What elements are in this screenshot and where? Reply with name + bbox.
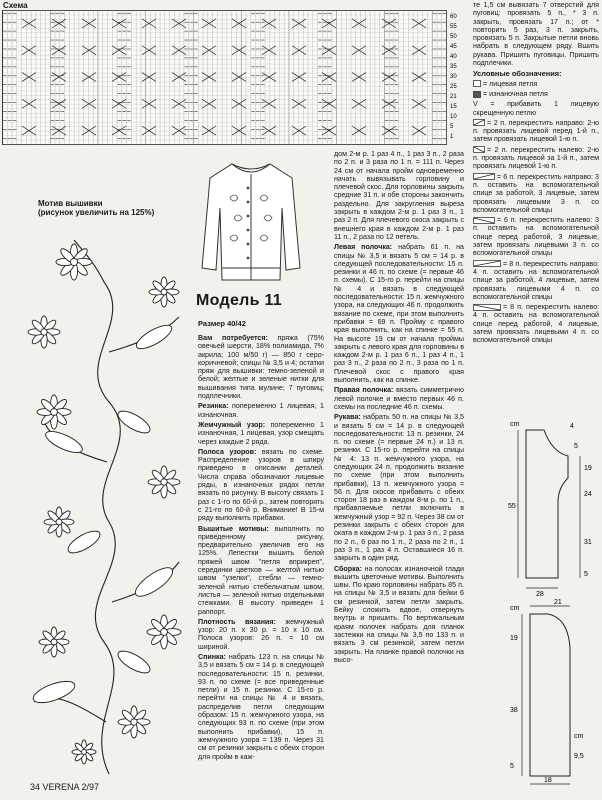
paragraph: Вам потребуется: пряжа (75% овечьей шерсти, 18% полиамида, 7% акрила; 100 м/50 г) — 850 г серо-коричневой; спицы № 3,5 и 4; остатки пряж для вышивки: темно-зеленой и белой; желтые и зеленые нитки для вышивания типа мулине; 7 пуговиц; подплечники.: [198, 334, 324, 401]
legend-symbol-icon: [473, 304, 501, 311]
legend-item: [473, 146, 599, 171]
paragraph: дом 2-м р. 1 раз 4 п., 1 раз 3 п., 2 раза по 2 п. и 3 раза по 1 п. = 111 п. Через 24 см от начала пройм одновременно начать вывязывать горловину и плечевой скос. Для горловины закрыть средние 31 п. и обе стороны закончить раздельно. Для закругления выреза закрыть в каждом 2-м р. 1 раз 3 п., 1 раз 2 п. Для плечевого скоса закрыть с внешнего края в каждом 2-м р. 1 раз 11 п., 2 раза по 12 петель.: [334, 150, 464, 241]
motif-label-line1: Мотив вышивки: [38, 199, 103, 208]
chart-row-number: 30: [450, 74, 457, 80]
model-size: Размер 40/42: [198, 319, 246, 328]
dim-4: 4: [570, 423, 574, 430]
knitting-chart: [2, 10, 467, 146]
legend-item: [473, 216, 599, 257]
legend-item-text: V = прибавить 1 лицевую скрещенную петлю: [473, 100, 599, 117]
chart-row-number: 25: [450, 84, 457, 90]
dim-28: 28: [536, 591, 544, 596]
chart-row-number: 1: [450, 134, 454, 140]
page-footer: 34 VERENA 2/97: [30, 782, 100, 792]
sleeve-dim-cm2: cm: [574, 733, 584, 740]
legend-symbol-icon: [473, 91, 481, 98]
sleeve-schematic: [508, 598, 600, 788]
legend-item: [473, 80, 599, 88]
legend-symbol-icon: [473, 146, 485, 153]
paragraph: Правая полочка: вязать симметрично левой полочке и вместо первых 46 п. схемы на последние 46 п. схемы.: [334, 386, 464, 411]
legend-item: [473, 119, 599, 144]
legend-symbol-icon: [473, 260, 501, 267]
legend-item-text: = 8 п. перекрестить налево: 4 п. оставить на вспомогательной спице перед работой, 4 лицевые, затем провязать лицевыми 4 п. со вспомогательной спицы: [473, 303, 599, 345]
legend-title: Условные обозначения:: [473, 69, 562, 79]
embroidery-motif-drawing: [14, 222, 194, 778]
paragraph: Спинка: набрать 123 п. на спицы № 3,5 и вязать 5 см = 14 р. в следующей последовательности: 15 п. резинки, 93 п. по схеме (= все приведенные петли) и 15 п. резинки. С 15-го р. перейти на спицы № 4 и вязать, распределив петли следующим образом: 15 п. жемчужного узора, на следующих 93 п. по схеме (при этом выполнить прибавки), 15 п. жемчужного узора = 139 п. Через 31 см от резинки закрыть с обеих сторон для пройм в каж-: [198, 652, 324, 761]
chart-row-number: 55: [450, 24, 457, 30]
legend-item-text: = 2 п. перекрестить направо: 2-ю п. провязать лицевой перед 1-й п., затем провязать лицевой 1-ю п.: [473, 118, 599, 144]
chart-row-number: 40: [450, 54, 457, 60]
legend-item-text: = лицевая петля: [483, 79, 538, 88]
dim-19: 19: [584, 465, 592, 472]
legend-symbol-icon: [473, 119, 485, 126]
legend-item-text: = 6 п. перекрестить направо: 3 п. оставить на вспомогательной спице за работой, 3 лицевые, затем провязать лицевыми 3 п. со вспомогательной спицы: [473, 172, 599, 214]
chart-row-number: 5: [450, 124, 454, 130]
legend-symbol-icon: [473, 80, 481, 87]
column-1-text: [198, 334, 324, 761]
legend-item: [473, 173, 599, 214]
legend-symbol-icon: [473, 173, 495, 180]
dim-31: 31: [584, 539, 592, 546]
legend-item-text: = 2 п. перекрестить налево: 2-ю п. провязать лицевой за 1-й п., затем провязать лицевой 1-ю п.: [473, 145, 599, 171]
dim-5: 5: [574, 443, 578, 450]
chart-row-number: 35: [450, 64, 457, 70]
sleeve-dim-38: 38: [510, 707, 518, 714]
motif-label-line2: (рисунок увеличить на 125%): [38, 208, 155, 217]
legend-item-text: = изнаночная петля: [483, 89, 548, 98]
paragraph: Полоса узоров: вязать по схеме. Распределение узоров в шпиру приведено в описании деталей. Числа справа обозначают лицевые ряды, в изнаночных рядах петли вязать по рисунку. В высоту связать 1 раз с 1-го по 60-й р., затем повторять с 21-го по 60-й р. Внимание! В 15-м ряду выполнить прибавки.: [198, 447, 324, 523]
dim-5b: 5: [584, 571, 588, 578]
legend-item: [473, 100, 599, 117]
legend-list: [473, 80, 599, 345]
chart-label: Схема: [3, 1, 28, 10]
paragraph: Левая полочка: набрать 61 п. на спицы № 3,5 и вязать 5 см = 14 р. в следующей последовательности: 15 п. резинки и 46 п. по схеме (= первые 46 п. схемы). С 15-го р. перейти на спицы № 4 и вязать в следующей последовательности: 15 п. жемчужного узора, на следующих 46 п. продолжить вязание по схеме, при этом выполнить прибавки = 69 п. Пройму с правого края выполнить, как на спинке = 55 п. На высоте 19 см от начала проймы закрыть с левого края для горловины в каждом 2-м р. 1 раз 6 п., 1 раз 4 п., 1 раз 3 п., 2 раза по 2 п., 3 раза по 1 п. Плечевой скос с правого края выполнить, как на спинке.: [334, 243, 465, 385]
chart-row-number: 10: [450, 114, 457, 120]
sleeve-dim-19: 19: [510, 635, 518, 642]
column-2-text: [334, 150, 464, 664]
paragraph: Резинка: попеременно 1 лицевая, 1 изнаночная.: [198, 402, 324, 419]
chart-row-number: 21: [450, 94, 457, 100]
dim-24: 24: [584, 491, 592, 498]
chart-row-number: 50: [450, 34, 457, 40]
paragraph: Плотность вязания: жемчужный узор: 20 п. х 30 р. = 10 х 10 см. Полоса узоров: 26 п. = 10 см шириной.: [198, 617, 324, 651]
legend-item: [473, 303, 599, 344]
chart-row-number: 15: [450, 104, 457, 110]
paragraph: Жемчужный узор: попеременно 1 изнаночная, 1 лицевая, узор смещать через каждые 2 ряда.: [198, 420, 324, 446]
motif-label: [38, 199, 154, 217]
dim-cm: cm: [510, 421, 520, 428]
sleeve-dim-9-5: 9,5: [574, 753, 584, 760]
dim-55: 55: [508, 503, 516, 510]
cardigan-sketch: [196, 158, 306, 288]
column-3-text: [473, 1, 599, 347]
paragraph: те 1,5 см вывязать 7 отверстий для пуговиц: провязать 5 п., * 3 п. закрыть, провязать 17 п.; от * повторить 5 раз, 3 п. закрыть, провязать 5 п. Закрытые петли вновь набрать в следующем ряду. Вшить рукава. Пришить пуговицы. Пришить подплечики.: [473, 1, 599, 68]
legend-item-text: = 6 п. перекрестить налево: 3 п. оставить на вспомогательной спице перед работой, 3 лицевые, затем провязать лицевыми 3 п. со вспомогательной спицы: [473, 216, 599, 258]
legend-item: [473, 90, 599, 98]
sleeve-dim-5: 5: [510, 763, 514, 770]
legend-item-text: = 8 п. перекрестить направо: 4 п. оставить на вспомогательной спице за работой, 4 лицевые, затем провязать лицевыми 4 п. со вспомогательной спицы: [473, 259, 599, 301]
legend-item: [473, 260, 599, 301]
body-schematic: [508, 418, 600, 596]
paragraph: Вышитые мотивы: выполнить по приведенному рисунку, предварительно увеличив его на 125%. Лепестки вышить белой пряжей швом "петля вприкреп", серединки цветков — желтой нитью швом "узелки", стебли — темно-зеленой нитью стебельчатым швом, листья — зеленой нитью отдельными стежками. В высоту приведен 1 раппорт.: [198, 524, 324, 616]
sleeve-dim-cm: cm: [510, 605, 520, 612]
chart-row-number: 45: [450, 44, 457, 50]
model-title: Модель 11: [196, 292, 283, 309]
sleeve-dim-21: 21: [554, 599, 562, 606]
legend-symbol-icon: [473, 217, 495, 224]
sleeve-dim-18: 18: [544, 777, 552, 784]
chart-row-number: 60: [450, 14, 457, 20]
paragraph: Рукава: набрать 50 п. на спицы № 3,5 и вязать 5 см = 14 р. в следующей последовательности: 13 п. резинки, 24 п. по схеме (= первые 24 п.) и 13 п. резинки. С 15-го р. перейти на спицы № 4: 13 п. жемчужного узора, на следующих 24 п. продолжить вязание по схеме (при этом выполнить прибавки), 13 п. жемчужного узора = 56 п. Для скосов прибавить с обеих сторон 18 раз в каждом 8-м р. по 1 п., прибавляемые петли включить в жемчужный узор = 92 п. Через 38 см от резинки закрыть с обеих сторон для оката в каждом 2-м р. 1 раз 3 п., 2 раза по 2 п., 6 раз по 1 п., 2 раза по 2 п., 1 раз 3 п., 1 раз 4 п. Оставшиеся 16 п. закрыть в один ряд.: [334, 413, 464, 563]
paragraph: Сборка: на полосах изнаночной глади вышить цветочные мотивы. Выполнить швы. По краю горловины набрать 85 п. на спицы № 3,5 и вязать для бейки 6 см резинкой, затем петли закрыть. Бейку сложить вдвое, отвернуть внутрь и пришить. По вертикальным краям полочек набрать для планок застежки на спицы № 3,5 по 133 п. и вязать 3 см резинкой, затем петли закрыть. На планке правой полочки на высо-: [334, 564, 464, 664]
